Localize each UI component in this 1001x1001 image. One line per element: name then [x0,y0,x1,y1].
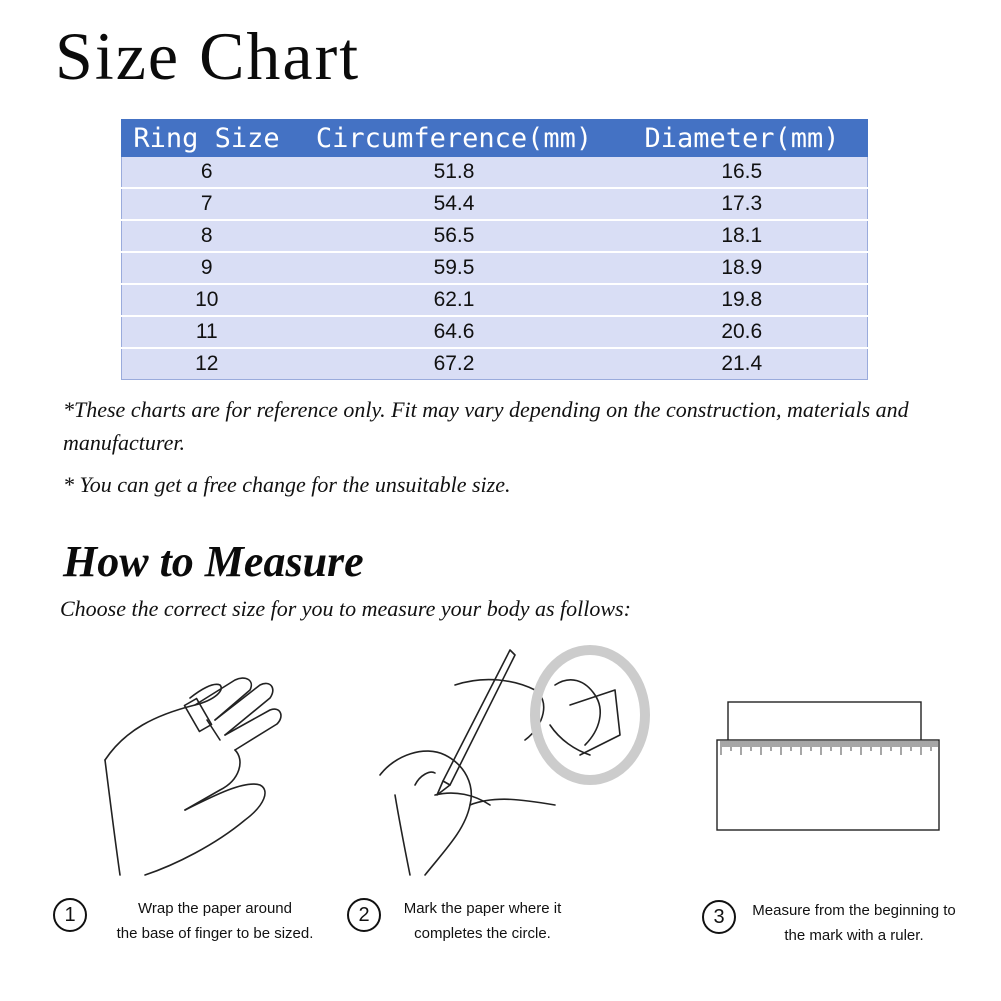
cell-ring-size: 11 [122,316,292,348]
cell-circumference: 62.1 [292,284,617,316]
cell-ring-size: 10 [122,284,292,316]
table-row [122,220,868,252]
step-1-line-1: Wrap the paper around [138,900,292,917]
step-3-line-1: Measure from the beginning to [752,902,956,919]
step-1-text [95,896,335,946]
size-table [121,119,868,380]
table-row [122,316,868,348]
step-2-number: 2 [347,898,381,932]
cell-diameter: 17.3 [617,188,868,220]
table-row [122,188,868,220]
step-2-text [385,896,580,946]
step-2-line-2: completes the circle. [414,925,551,942]
cell-circumference: 56.5 [292,220,617,252]
table-header-row [122,120,868,157]
measure-title: How to Measure [63,537,364,586]
cell-ring-size: 9 [122,252,292,284]
step-3-number: 3 [702,900,736,934]
cell-circumference: 54.4 [292,188,617,220]
step-1-line-2: the base of finger to be sized. [116,925,314,942]
table-row [122,348,868,380]
step-2-line-1: Mark the paper where it [403,900,562,917]
cell-ring-size: 12 [122,348,292,380]
cell-diameter: 21.4 [617,348,868,380]
header-ring-size: Ring Size [122,120,292,157]
cell-ring-size: 6 [122,157,292,189]
reference-note: *These charts are for reference only. Fit may vary depending on the construction, materials and manufacturer. [63,397,909,455]
cell-diameter: 18.9 [617,252,868,284]
cell-ring-size: 7 [122,188,292,220]
measure-intro: Choose the correct size for you to measure your body as follows: [60,596,631,621]
cell-diameter: 18.1 [617,220,868,252]
table-row [122,252,868,284]
cell-circumference: 67.2 [292,348,617,380]
table-row [122,284,868,316]
cell-circumference: 64.6 [292,316,617,348]
header-circumference: Circumference(mm) [292,120,617,157]
cell-circumference: 51.8 [292,157,617,189]
cell-circumference: 59.5 [292,252,617,284]
cell-diameter: 20.6 [617,316,868,348]
hand-mark-illustration [375,645,655,880]
hand-wrap-illustration [95,660,295,880]
cell-diameter: 19.8 [617,284,868,316]
step-3-line-2: the mark with a ruler. [784,927,924,944]
ruler-illustration [715,700,941,834]
header-diameter: Diameter(mm) [617,120,868,157]
step-1-number: 1 [53,898,87,932]
table-row [122,157,868,189]
step-3-text [738,898,970,948]
page-title: Size Chart [55,18,361,94]
free-change-note: * You can get a free change for the unsuitable size. [63,472,511,497]
cell-diameter: 16.5 [617,157,868,189]
cell-ring-size: 8 [122,220,292,252]
